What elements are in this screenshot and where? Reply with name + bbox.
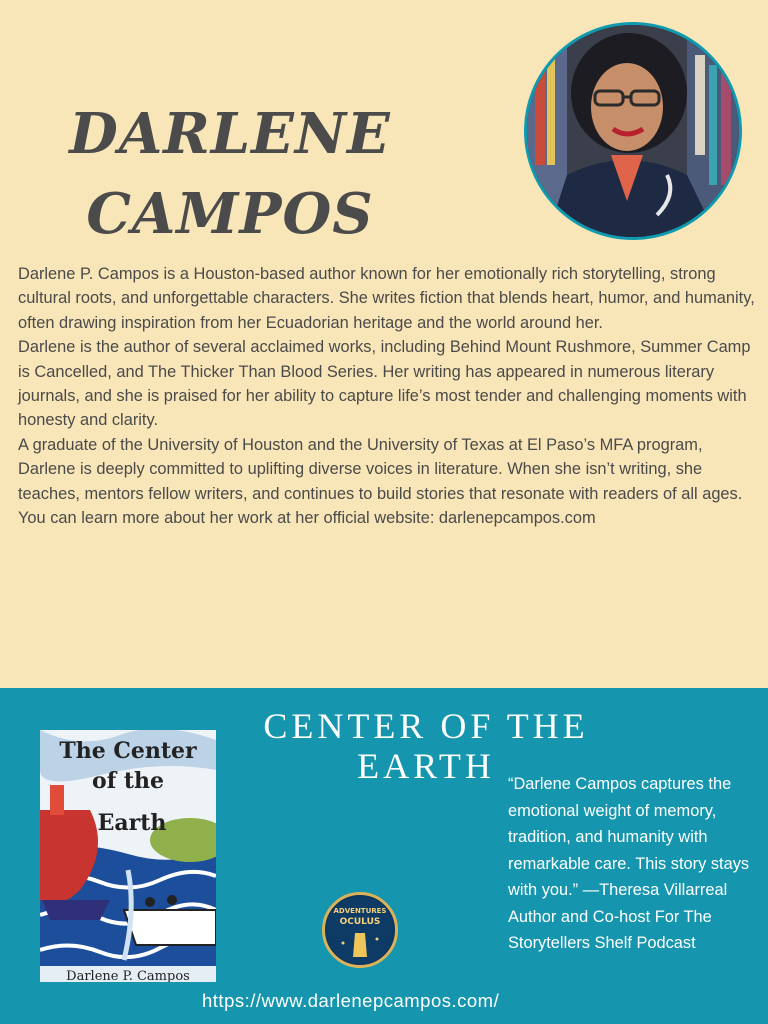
author-name-line1: DARLENE — [69, 101, 391, 167]
bio-paragraph: You can learn more about her work at her official website: darlenepcampos.com — [18, 509, 596, 528]
cover-title-line2: of the — [92, 768, 164, 794]
logo-text-line2: OCULUS — [339, 917, 381, 927]
book-section-title-line1: CENTER OF THE — [263, 706, 589, 746]
cover-title-line3: Earth — [97, 810, 167, 836]
book-section-title-line2: EARTH — [357, 746, 495, 786]
oculus-logo-icon — [325, 895, 395, 965]
book-cover-art — [40, 730, 216, 982]
author-name-line2: CAMPOS — [86, 181, 374, 247]
book-quote: “Darlene Campos captures the emotional weight of memory, tradition, and humanity with remarkable care. This story stays with you.” —Theresa Villarreal Author and Co-host For The Storytellers Shelf Podcast — [508, 775, 750, 952]
author-name — [40, 94, 420, 254]
cover-title-line1: The Center — [59, 738, 197, 764]
bio-paragraph: Darlene is the author of several acclaimed works, including Behind Mount Rushmore, Summer Camp is Cancelled, and The Thicker Than Blood Series. Her writing has appeared in numerous literary journals, and she is praised for her ability to capture life’s most tender and challenging moments with honesty and clarity. — [18, 338, 751, 430]
cover-author: Darlene P. Campos — [66, 969, 190, 982]
logo-text-line1: ADVENTURES — [333, 907, 387, 915]
author-photo — [524, 22, 742, 240]
bio-paragraph: A graduate of the University of Houston and the University of Texas at El Paso’s MFA program, Darlene is deeply committed to uplifting diverse voices in literature. When she isn’t writing, she teaches, mentors fellow writers, and continues to build stories that resonate with readers of all ages. — [18, 435, 743, 503]
author-portrait-image — [527, 25, 739, 237]
bio-paragraph: Darlene P. Campos is a Houston-based author known for her emotionally rich storytelling, strong cultural roots, and unforgettable characters. She writes fiction that blends heart, humor, and humanity, often drawing inspiration from her Ecuadorian heritage and the world around her. — [18, 265, 755, 332]
book-cover — [40, 730, 216, 982]
website-link[interactable]: https://www.darlenepcampos.com/ — [202, 990, 500, 1011]
author-bio — [18, 262, 763, 530]
podcast-logo — [322, 892, 398, 968]
